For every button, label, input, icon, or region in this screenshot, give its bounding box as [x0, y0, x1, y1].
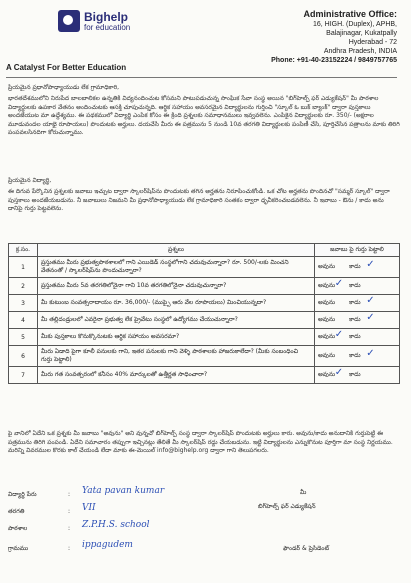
answer-yes[interactable]: [318, 263, 335, 271]
answer-no[interactable]: [349, 295, 375, 307]
signoff-you: మీ: [300, 489, 307, 496]
answer-yes-label: అవును: [318, 352, 336, 359]
logo-brand: Bighelp: [84, 10, 128, 24]
answer-yes-label: అవును: [318, 299, 336, 306]
village-label: గ్రామము: [8, 545, 29, 552]
answer-cell: [315, 329, 400, 346]
row-number: 1: [9, 257, 38, 278]
answer-cell: [315, 346, 400, 367]
answer-no[interactable]: [349, 282, 361, 290]
student-name-value: Yata pavan kumar: [82, 486, 165, 496]
tick-mark-icon: ✓: [366, 348, 375, 359]
tick-mark-icon: ✓: [366, 259, 375, 270]
row-number: 3: [9, 295, 38, 312]
office-phone: Phone: +91-40-23152224 / 9849757765: [271, 57, 397, 64]
signoff-role: ఫౌండర్ & ప్రెసిడెంట్: [283, 545, 330, 552]
question-text: మీ తల్లిదండ్రులలో ఎవరైనా ప్రభుత్వ లేక ప్రైవేటు సంస్థలో ఉద్యోగము చేయుచున్నారా?: [38, 312, 315, 329]
office-address: [271, 10, 397, 65]
answer-no-label: కాదు: [349, 333, 361, 340]
tick-mark-icon: ✓: [334, 329, 344, 340]
answer-no[interactable]: [349, 348, 375, 360]
student-name-label: విద్యార్థి పేరు: [8, 491, 37, 498]
answer-yes[interactable]: [318, 316, 335, 324]
row-number: 6: [9, 346, 38, 367]
answer-no-label: కాదు: [349, 371, 361, 378]
letterhead: [0, 0, 411, 80]
question-text: మీరు గత సంవత్సరంలో కనీసం 40% మార్కులతో ఉత్తీర్ణత సాధించారా?: [38, 367, 315, 384]
instructions-paragraph: ఈ దిగువ పేర్కొనిన ప్రశ్నలకు జవాబు ఇచ్చుట ద్వారా స్కాలర్‌షిప్‌ను పొందుటకు తగిన అర్హతను నిరూపించుకోండి. ఒక చోట అర్హతను పొందినచో "సమ్మర్ స్కూల్" ద్వారా పుస్తకాలు అందజేయబడును. నీ జవాబులు నిజమని మీ ప్రధానోపాధ్యాయుడు లేక గ్రామాధికారి సంతకం ద్వారా ధృవీకరించబడవలెను. నీ ఇవాబు - ఔను / కాదు అను దానిపై గుర్తు పెట్టవలెను.: [8, 188, 390, 212]
answer-no-label: కాదు: [349, 352, 361, 359]
answer-no[interactable]: [349, 259, 375, 271]
answer-yes[interactable]: [318, 367, 344, 379]
answer-cell: [315, 367, 400, 384]
office-line: Andhra Pradesh, INDIA: [323, 48, 397, 55]
question-text: మీరు ఏడాది పైగా కూలీ పనులకు గాని, ఇతర పనులకు గాని వెళ్ళి పాఠశాలకు హాజరుకాలేదా? (మీకు సంబంధించి గుర్తు పెట్టాలి): [38, 346, 315, 367]
answer-yes-label: అవును: [318, 333, 336, 340]
table-row: [9, 295, 400, 312]
office-line: Hyderabad - 72: [348, 39, 397, 46]
table-row: [9, 367, 400, 384]
school-value: Z.P.H.S. school: [82, 520, 150, 530]
table-row: [9, 329, 400, 346]
question-text: ప్రస్తుతము మీరు ప్రభుత్వపాఠశాలలో గాని ఎయిడెడ్ సంస్థలోగాని చదువుచున్నారా? రూ. 500/-లకు మించని వేతనంతో / స్కాలర్‌షిప్‌ను పొందుచున్నారా?: [38, 257, 315, 278]
tick-mark-icon: ✓: [366, 312, 375, 323]
question-text: ప్రస్తుతము మీరు 5వ తరగతిలోనైనా గాని 10వ తరగతిలోనైనా చదువుచున్నారా?: [38, 278, 315, 295]
village-value: ippagudem: [82, 540, 133, 550]
answer-yes-label: అవును: [318, 316, 336, 323]
table-row: [9, 312, 400, 329]
answer-cell: [315, 295, 400, 312]
question-text: మీ కుటుంబ సంవత్సరాదాయం రూ. 36,000/- (ముప్పై ఆరు వేల రూపాయలు) మించియున్నదా?: [38, 295, 315, 312]
answer-yes[interactable]: [318, 352, 335, 360]
table-row: [9, 257, 400, 278]
answer-no[interactable]: [349, 312, 375, 324]
row-number: 5: [9, 329, 38, 346]
salutation-student: ప్రియమైన విద్యార్థి,: [8, 177, 52, 184]
table-row: [9, 346, 400, 367]
answer-no[interactable]: [349, 333, 361, 341]
row-number: 2: [9, 278, 38, 295]
tick-mark-icon: ✓: [334, 367, 344, 378]
answer-cell: [315, 312, 400, 329]
answer-yes[interactable]: [318, 299, 335, 307]
answer-yes-label: అవును: [318, 371, 336, 378]
answer-no-label: కాదు: [349, 263, 361, 270]
column-header-questions: ప్రశ్నలు: [38, 244, 315, 257]
tick-mark-icon: ✓: [366, 295, 375, 306]
answer-yes[interactable]: [318, 329, 344, 341]
tick-mark-icon: ✓: [334, 278, 344, 289]
answer-cell: [315, 257, 400, 278]
student-name-field: విద్యార్థి పేరు :: [8, 491, 71, 498]
answer-yes-label: అవును: [318, 282, 336, 289]
class-label: తరగతి: [8, 508, 25, 515]
office-title: Administrative Office:: [303, 9, 397, 19]
logo-icon: [58, 10, 80, 32]
logo-subtitle: for education: [84, 23, 131, 32]
school-label: పాఠశాల: [8, 525, 28, 532]
answer-no-label: కాదు: [349, 299, 361, 306]
intro-paragraph: భారతదేశములోని నిరుపేద బాలబాలికల ఉన్నతికి విద్యనందించుట కోసమని పాటుపడుచున్న సాంఘిక సేవా సంస్థ అయిన "బిగ్‌హెల్ప్ ఫర్ ఎడ్యుకేషన్" మీ పాఠశాల విద్యార్థులకు ఉపకార వేతనం అందించుటకు ఆసక్తి చూపుచున్నది. ఆర్థిక సహాయం అవసరమైన విద్యార్థులను గుర్తించి "స్కూల్ ఓ బుక్ బ్యాంక్" ద్వారా పుస్తకాలు అందజేయుట మా ఉద్దేశ్యము. ఈ పథకములో విద్యార్థి ఎంపిక కోసం ఈ క్రింది ప్రశ్నలకు సమాధానములు ఇవ్వవలెను. ఎంపికైన విద్యార్థులకు రూ. 350/- (అక్షరాల మూడువందల యాభై రూపాయలు) పొందుటకు అర్హులు. దయచేసి మీరు ఈ పత్రమును 5 నుండి 10వ తరగతి విద్యార్థులకు పంపిణీ చేసి, పూర్తిచేసిన పత్రాలను మాకు తిరిగి పంపవలసినదిగా కోరుచున్నాము.: [8, 95, 400, 136]
header-divider: [6, 77, 397, 78]
question-text: మీకు పుస్తకాలు కొనుక్కొనుటకు ఆర్థిక సహాయం అవసరమా?: [38, 329, 315, 346]
table-header-row: [9, 244, 400, 257]
class-value: VII: [82, 503, 96, 513]
row-number: 4: [9, 312, 38, 329]
column-header-number: క్ర.సం.: [9, 244, 38, 257]
answer-yes-label: అవును: [318, 263, 336, 270]
school-field: పాఠశాల :: [8, 525, 71, 532]
answer-cell: [315, 278, 400, 295]
village-field: గ్రామము :: [8, 545, 71, 552]
signoff-org: బిగ్‌హెల్ప్ ఫర్ ఎడ్యుకేషన్: [258, 503, 316, 510]
answer-no-label: కాదు: [349, 316, 361, 323]
answer-yes[interactable]: [318, 278, 344, 290]
answer-no[interactable]: [349, 371, 361, 379]
answer-no-label: కాదు: [349, 282, 361, 289]
office-line: 16, HIGH. (Duplex), APHB,: [312, 21, 397, 28]
table-row: [9, 278, 400, 295]
salutation-headmaster: ప్రియమైన ప్రధానోపాధ్యాయుడు లేక గ్రామాధికారి,: [8, 84, 120, 91]
row-number: 7: [9, 367, 38, 384]
column-header-answer: జవాబు పై గుర్తు పెట్టాలి: [315, 244, 400, 257]
class-field: తరగతి :: [8, 508, 71, 515]
closing-paragraph: పై వానిలో ఏదేని ఒక ప్రశ్నకు మీ జవాబు "అవును" అని వున్నచో బిగ్‌హెల్ప్ సంస్థ ద్వారా స్కాలర్‌షిప్ పొందుటకు అర్హులు కారు. అవును/కాదు అనుదానికి గుర్తుపెట్టి ఈ పత్రమును తిరిగి పంపండి. ఏదేని సమాచారం తప్పుగా ఇచ్చినట్లు తేలితే మీ స్కాలర్‌షిప్ రద్దు చేయబడును. ఇట్టి విద్యార్థులను ఎన్నుకొనుట పూర్తిగా మా సంస్థ నిర్ణయము. మరిన్ని వివరముల కొరకు కాల్ చేయండి లేదా మాకు ఈ-మెయిల్ info@bighelp.org ద్వారా గాని తెలుపగలరు.: [8, 430, 393, 454]
eligibility-table: [8, 243, 400, 384]
office-line: Balajinagar, Kukatpally: [326, 30, 397, 37]
tagline: A Catalyst For Better Education: [6, 63, 127, 72]
